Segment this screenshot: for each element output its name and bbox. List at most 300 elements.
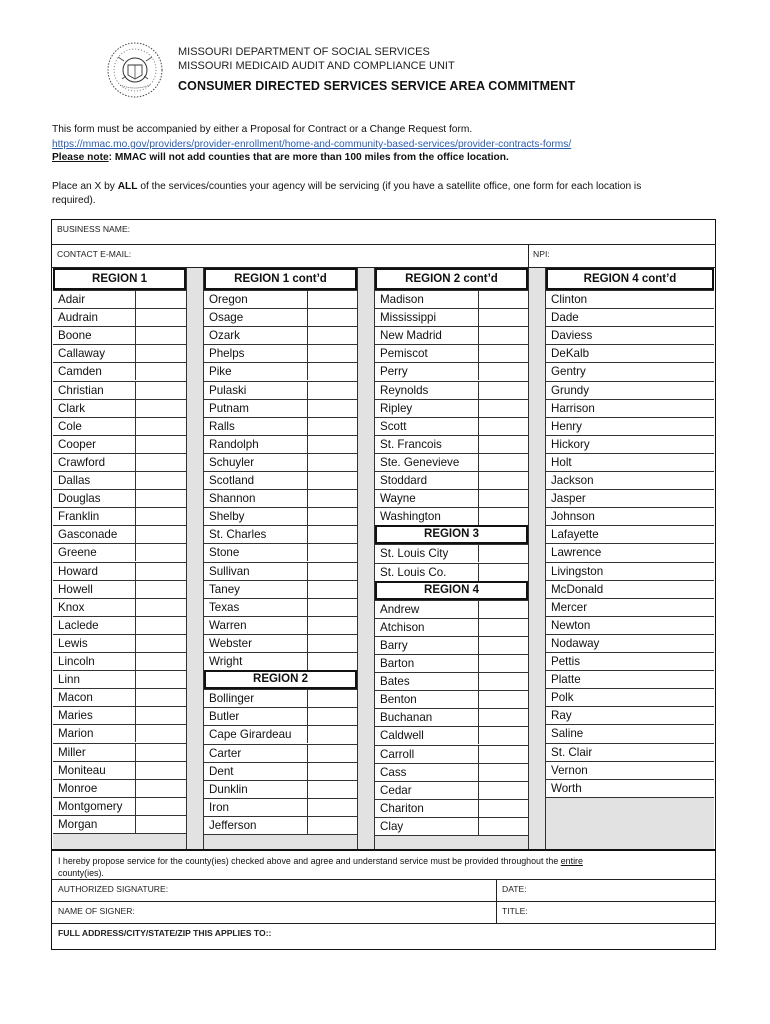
form-title: CONSUMER DIRECTED SERVICES SERVICE AREA COMMITMENT <box>178 79 576 93</box>
county-name: Marion <box>58 727 94 741</box>
county-row-ray <box>546 706 714 724</box>
county-row-boone <box>53 326 186 344</box>
county-row-butler <box>204 707 357 725</box>
county-row-warren <box>204 616 357 634</box>
county-row-daviess <box>546 326 714 344</box>
county-name: Bates <box>380 675 410 689</box>
county-checkbox[interactable] <box>478 382 528 399</box>
county-checkbox[interactable] <box>646 363 714 380</box>
county-checkbox[interactable] <box>478 691 528 708</box>
county-checkbox[interactable] <box>135 472 186 489</box>
county-name: Livingston <box>551 564 604 578</box>
contact-email-label: CONTACT E-MAIL: <box>57 249 132 259</box>
county-row-texas <box>204 598 357 616</box>
county-row-taney <box>204 580 357 598</box>
county-checkbox[interactable] <box>307 382 357 399</box>
county-row-lawrence <box>546 543 714 561</box>
county-row-iron <box>204 798 357 816</box>
county-row-washington <box>375 507 528 525</box>
county-row-pulaski <box>204 381 357 399</box>
county-checkbox[interactable] <box>135 526 186 543</box>
county-checkbox[interactable] <box>135 725 186 742</box>
county-checkbox[interactable] <box>478 637 528 654</box>
county-checkbox[interactable] <box>478 363 528 380</box>
county-name: Ste. Genevieve <box>380 455 460 469</box>
county-checkbox[interactable] <box>646 400 714 417</box>
county-checkbox[interactable] <box>307 436 357 453</box>
county-checkbox[interactable] <box>135 508 186 525</box>
county-checkbox[interactable] <box>307 617 357 634</box>
county-checkbox[interactable] <box>646 291 714 308</box>
county-row-jasper <box>546 489 714 507</box>
county-checkbox[interactable] <box>478 345 528 362</box>
region-subheading: REGION 3 <box>375 525 528 544</box>
county-name: Clay <box>380 819 404 833</box>
county-row-crawford <box>53 453 186 471</box>
county-checkbox[interactable] <box>646 780 714 797</box>
county-checkbox[interactable] <box>307 508 357 525</box>
county-checkbox[interactable] <box>646 382 714 399</box>
county-checkbox[interactable] <box>135 762 186 779</box>
county-checkbox[interactable] <box>307 563 357 580</box>
county-checkbox[interactable] <box>646 327 714 344</box>
please-note: Please note: MMAC will not add counties that are more than 100 miles from the office location. <box>52 152 509 163</box>
county-name: Jackson <box>551 474 594 487</box>
county-row-douglas <box>53 489 186 507</box>
county-checkbox[interactable] <box>135 418 186 435</box>
county-name: Butler <box>209 710 240 724</box>
county-row-caldwell <box>375 726 528 744</box>
county-row-ste-genevieve <box>375 453 528 471</box>
county-checkbox[interactable] <box>478 564 528 581</box>
county-row-monroe <box>53 779 186 797</box>
contact-email-field[interactable] <box>140 246 520 265</box>
county-name: Dade <box>551 311 579 325</box>
county-checkbox[interactable] <box>478 508 528 525</box>
county-checkbox[interactable] <box>135 780 186 797</box>
county-name: Ralls <box>209 419 235 433</box>
county-checkbox[interactable] <box>307 291 357 308</box>
county-name: Cape Girardeau <box>209 728 292 742</box>
county-row-newton <box>546 616 714 634</box>
county-name: Holt <box>551 455 572 469</box>
county-row-gasconade <box>53 525 186 543</box>
county-name: Dent <box>209 764 234 778</box>
state-seal-icon <box>104 41 166 99</box>
county-row-phelps <box>204 344 357 362</box>
county-checkbox[interactable] <box>307 309 357 326</box>
county-checkbox[interactable] <box>135 689 186 706</box>
county-name: Ripley <box>380 401 413 415</box>
county-row-holt <box>546 453 714 471</box>
npi-field[interactable] <box>560 246 710 265</box>
county-checkbox[interactable] <box>646 689 714 706</box>
county-checkbox[interactable] <box>478 619 528 636</box>
county-row-shannon <box>204 489 357 507</box>
county-checkbox[interactable] <box>307 345 357 362</box>
county-row-maries <box>53 706 186 724</box>
county-name: Stone <box>209 546 240 560</box>
county-name: Camden <box>58 365 102 379</box>
county-checkbox[interactable] <box>646 472 714 489</box>
county-name: Greene <box>58 546 97 560</box>
county-name: Sullivan <box>209 564 250 578</box>
county-row-polk <box>546 688 714 706</box>
county-name: Texas <box>209 600 240 614</box>
county-row-ralls <box>204 417 357 435</box>
county-name: Gasconade <box>58 528 118 542</box>
county-name: Platte <box>551 673 581 687</box>
county-checkbox[interactable] <box>646 563 714 580</box>
county-checkbox[interactable] <box>135 671 186 688</box>
county-checkbox[interactable] <box>646 725 714 742</box>
county-checkbox[interactable] <box>478 490 528 507</box>
county-checkbox[interactable] <box>135 400 186 417</box>
county-row-lafayette <box>546 525 714 543</box>
provider-forms-link[interactable]: https://mmac.mo.gov/providers/provider-enrollment/home-and-community-based-services/provider-contracts-forms/ <box>52 139 572 150</box>
column-divider <box>357 268 375 849</box>
county-name: St. Clair <box>551 745 593 759</box>
county-row-wright <box>204 652 357 670</box>
county-row-st-louis-city <box>375 544 528 562</box>
county-name: Monroe <box>58 781 98 795</box>
county-name: St. Francois <box>380 437 442 451</box>
county-row-scotland <box>204 471 357 489</box>
county-checkbox[interactable] <box>478 782 528 799</box>
county-row-new-madrid <box>375 326 528 344</box>
county-row-clay <box>375 817 528 835</box>
county-checkbox[interactable] <box>307 490 357 507</box>
title-label: TITLE: <box>502 906 528 916</box>
county-checkbox[interactable] <box>307 763 357 780</box>
county-name: Worth <box>551 781 582 795</box>
county-checkbox[interactable] <box>135 454 186 471</box>
county-name: Grundy <box>551 383 590 397</box>
county-checkbox[interactable] <box>478 746 528 763</box>
county-checkbox[interactable] <box>307 363 357 380</box>
county-name: Barton <box>380 657 415 670</box>
county-checkbox[interactable] <box>135 653 186 670</box>
county-name: Wayne <box>380 492 416 506</box>
county-name: Cole <box>58 419 82 433</box>
county-checkbox[interactable] <box>307 708 357 725</box>
date-field[interactable] <box>535 881 710 899</box>
county-row-dekalb <box>546 344 714 362</box>
county-checkbox[interactable] <box>135 363 186 380</box>
column-divider <box>528 268 546 849</box>
business-name-field[interactable] <box>150 221 710 241</box>
county-row-lewis <box>53 634 186 652</box>
county-checkbox[interactable] <box>135 581 186 598</box>
county-row-saline <box>546 724 714 742</box>
county-name: Nodaway <box>551 636 600 650</box>
county-row-sullivan <box>204 562 357 580</box>
county-name: Ray <box>551 709 572 723</box>
county-row-barton <box>375 654 528 672</box>
county-checkbox[interactable] <box>135 816 186 833</box>
signature-field[interactable] <box>180 881 490 899</box>
county-checkbox[interactable] <box>307 745 357 762</box>
county-checkbox[interactable] <box>135 490 186 507</box>
business-name-label: BUSINESS NAME: <box>57 224 131 234</box>
county-checkbox[interactable] <box>478 673 528 690</box>
county-checkbox[interactable] <box>646 508 714 525</box>
county-checkbox[interactable] <box>135 599 186 616</box>
county-row-nodaway <box>546 634 714 652</box>
county-checkbox[interactable] <box>307 327 357 344</box>
title-field[interactable] <box>535 903 710 921</box>
county-checkbox[interactable] <box>478 291 528 308</box>
county-row-madison <box>375 290 528 308</box>
county-name: Mississippi <box>380 311 437 325</box>
county-checkbox[interactable] <box>307 635 357 652</box>
county-row-lincoln <box>53 652 186 670</box>
county-row-dunklin <box>204 780 357 798</box>
county-checkbox[interactable] <box>646 418 714 435</box>
county-checkbox[interactable] <box>478 800 528 817</box>
county-name: Montgomery <box>58 799 123 813</box>
county-row-osage <box>204 308 357 326</box>
county-row-moniteau <box>53 761 186 779</box>
region-heading: REGION 2 cont’d <box>375 268 528 290</box>
county-name: Iron <box>209 800 229 814</box>
county-checkbox[interactable] <box>478 454 528 471</box>
county-checkbox[interactable] <box>307 544 357 561</box>
county-checkbox[interactable] <box>478 327 528 344</box>
county-name: Scotland <box>209 474 255 487</box>
county-row-mcdonald <box>546 580 714 598</box>
county-name: Maries <box>58 709 93 723</box>
county-row-cape-girardeau <box>204 725 357 743</box>
county-row-greene <box>53 543 186 561</box>
county-row-jefferson <box>204 816 357 834</box>
county-name: St. Louis Co. <box>380 565 447 579</box>
county-checkbox[interactable] <box>646 454 714 471</box>
county-checkbox[interactable] <box>478 764 528 781</box>
county-checkbox[interactable] <box>135 563 186 580</box>
county-checkbox[interactable] <box>646 671 714 688</box>
county-row-webster <box>204 634 357 652</box>
county-name: Ozark <box>209 329 240 343</box>
county-name: Oregon <box>209 293 248 306</box>
county-checkbox[interactable] <box>307 726 357 743</box>
county-row-benton <box>375 690 528 708</box>
county-row-st-louis-co <box>375 563 528 581</box>
county-name: Callaway <box>58 347 106 361</box>
county-checkbox[interactable] <box>135 798 186 815</box>
signature-label: AUTHORIZED SIGNATURE: <box>58 884 169 894</box>
county-name: Carroll <box>380 747 415 761</box>
county-row-gentry <box>546 362 714 380</box>
full-address-field[interactable] <box>290 925 710 947</box>
county-row-montgomery <box>53 797 186 815</box>
county-row-randolph <box>204 435 357 453</box>
county-checkbox[interactable] <box>646 490 714 507</box>
county-name: Macon <box>58 691 93 705</box>
county-checkbox[interactable] <box>478 655 528 672</box>
county-checkbox[interactable] <box>307 400 357 417</box>
county-checkbox[interactable] <box>307 781 357 798</box>
county-row-clark <box>53 399 186 417</box>
county-checkbox[interactable] <box>646 309 714 326</box>
county-row-barry <box>375 636 528 654</box>
county-checkbox[interactable] <box>478 418 528 435</box>
signer-name-label: NAME OF SIGNER: <box>58 906 135 916</box>
county-row-shelby <box>204 507 357 525</box>
county-row-bollinger <box>204 689 357 707</box>
county-row-adair <box>53 290 186 308</box>
county-name: Clark <box>58 401 86 415</box>
county-row-callaway <box>53 344 186 362</box>
county-checkbox[interactable] <box>478 400 528 417</box>
county-checkbox[interactable] <box>135 345 186 362</box>
county-row-vernon <box>546 761 714 779</box>
region-subheading: REGION 4 <box>375 581 528 600</box>
county-checkbox[interactable] <box>478 436 528 453</box>
county-name: Randolph <box>209 437 259 451</box>
county-name: Bollinger <box>209 692 255 706</box>
unit-name: MISSOURI MEDICAID AUDIT AND COMPLIANCE UNIT <box>178 60 455 72</box>
county-name: Madison <box>380 293 424 306</box>
county-row-pike <box>204 362 357 380</box>
county-checkbox[interactable] <box>478 309 528 326</box>
region-heading: REGION 1 <box>53 268 186 290</box>
county-checkbox[interactable] <box>478 545 528 562</box>
county-row-howell <box>53 580 186 598</box>
county-name: Taney <box>209 582 240 596</box>
county-name: Pike <box>209 365 232 379</box>
county-row-pemiscot <box>375 344 528 362</box>
county-checkbox[interactable] <box>646 707 714 724</box>
county-checkbox[interactable] <box>135 707 186 724</box>
county-checkbox[interactable] <box>307 599 357 616</box>
signer-name-field[interactable] <box>145 903 490 921</box>
county-checkbox[interactable] <box>307 418 357 435</box>
county-checkbox[interactable] <box>307 472 357 489</box>
county-row-jackson <box>546 471 714 489</box>
county-checkbox[interactable] <box>478 472 528 489</box>
county-row-andrew <box>375 600 528 618</box>
county-name: St. Louis City <box>380 547 449 561</box>
county-row-laclede <box>53 616 186 634</box>
county-checkbox[interactable] <box>135 436 186 453</box>
county-checkbox[interactable] <box>646 653 714 670</box>
county-checkbox[interactable] <box>307 653 357 670</box>
county-row-linn <box>53 670 186 688</box>
county-name: Polk <box>551 691 574 705</box>
county-row-carroll <box>375 745 528 763</box>
region-column-2 <box>204 268 357 849</box>
county-row-grundy <box>546 381 714 399</box>
county-name: Jefferson <box>209 818 257 832</box>
npi-label: NPI: <box>533 249 550 259</box>
county-checkbox[interactable] <box>135 291 186 308</box>
county-name: Pemiscot <box>380 347 428 361</box>
county-name: Howell <box>58 582 93 596</box>
county-checkbox[interactable] <box>135 635 186 652</box>
full-address-label: FULL ADDRESS/CITY/STATE/ZIP THIS APPLIES TO:: <box>58 928 272 938</box>
county-name: McDonald <box>551 582 604 596</box>
county-name: Daviess <box>551 329 593 343</box>
county-name: Phelps <box>209 347 245 361</box>
county-checkbox[interactable] <box>646 635 714 652</box>
county-checkbox[interactable] <box>307 690 357 707</box>
county-name: Knox <box>58 600 85 614</box>
empty-cell <box>375 835 528 850</box>
county-checkbox[interactable] <box>646 599 714 616</box>
county-name: Osage <box>209 311 244 325</box>
county-name: Reynolds <box>380 383 429 397</box>
county-checkbox[interactable] <box>135 309 186 326</box>
county-checkbox[interactable] <box>646 544 714 561</box>
county-row-worth <box>546 779 714 797</box>
county-checkbox[interactable] <box>646 581 714 598</box>
county-row-miller <box>53 743 186 761</box>
department-name: MISSOURI DEPARTMENT OF SOCIAL SERVICES <box>178 46 430 58</box>
county-checkbox[interactable] <box>135 617 186 634</box>
region-subheading: REGION 2 <box>204 670 357 689</box>
county-row-oregon <box>204 290 357 308</box>
county-row-howard <box>53 562 186 580</box>
county-name: Pettis <box>551 655 580 668</box>
county-row-schuyler <box>204 453 357 471</box>
county-name: Buchanan <box>380 711 433 725</box>
county-row-cedar <box>375 781 528 799</box>
county-row-franklin <box>53 507 186 525</box>
county-row-chariton <box>375 799 528 817</box>
region-column-4 <box>546 268 714 849</box>
county-checkbox[interactable] <box>646 744 714 761</box>
county-checkbox[interactable] <box>646 526 714 543</box>
county-checkbox[interactable] <box>478 727 528 744</box>
county-checkbox[interactable] <box>646 762 714 779</box>
county-name: Benton <box>380 693 417 707</box>
county-name: Perry <box>380 365 408 379</box>
region-heading: REGION 1 cont’d <box>204 268 357 290</box>
county-checkbox[interactable] <box>135 327 186 344</box>
county-checkbox[interactable] <box>135 382 186 399</box>
county-checkbox[interactable] <box>307 581 357 598</box>
county-row-st-francois <box>375 435 528 453</box>
county-name: Caldwell <box>380 729 424 743</box>
county-row-henry <box>546 417 714 435</box>
county-row-johnson <box>546 507 714 525</box>
county-checkbox[interactable] <box>646 345 714 362</box>
county-checkbox[interactable] <box>478 601 528 618</box>
county-checkbox[interactable] <box>478 709 528 726</box>
county-row-ripley <box>375 399 528 417</box>
county-checkbox[interactable] <box>307 454 357 471</box>
county-name: Cooper <box>58 437 97 451</box>
county-row-st-charles <box>204 525 357 543</box>
county-row-dent <box>204 762 357 780</box>
county-checkbox[interactable] <box>478 818 528 835</box>
county-name: Moniteau <box>58 763 106 777</box>
county-checkbox[interactable] <box>307 799 357 816</box>
county-checkbox[interactable] <box>135 544 186 561</box>
county-name: Pulaski <box>209 383 247 397</box>
county-checkbox[interactable] <box>307 817 357 834</box>
county-name: Miller <box>58 745 86 759</box>
county-name: Lewis <box>58 636 88 650</box>
county-row-perry <box>375 362 528 380</box>
county-checkbox[interactable] <box>646 436 714 453</box>
county-checkbox[interactable] <box>646 617 714 634</box>
county-checkbox[interactable] <box>307 526 357 543</box>
county-checkbox[interactable] <box>135 744 186 761</box>
region-column-1 <box>53 268 186 849</box>
county-name: Morgan <box>58 817 98 831</box>
